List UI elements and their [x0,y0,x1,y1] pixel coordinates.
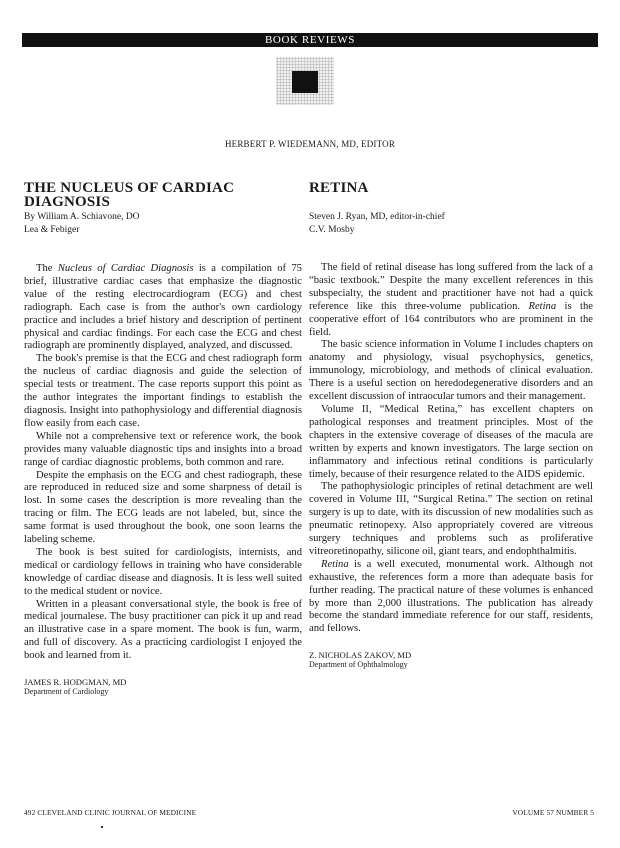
paragraph: The Nucleus of Cardiac Diagnosis is a compilation of 75 brief, illustrative cardiac cases that emphasize the diagnostic value of the resting electrocardiogram (ECG) and chest radiograph. Each case is from the author's own cardiology practice and includes a brief history and description of pertinent physical and cardiac findings. For each case the ECG and chest radiograph are prominently displayed, analyzed, and discussed. [24,263,302,352]
review-publisher: C.V. Mosby [309,225,355,235]
reviewer-department: Department of Cardiology [24,687,109,697]
review-nucleus-cardiac-diagnosis [24,181,302,697]
paragraph: The book's premise is that the ECG and chest radiograph form the nucleus of cardiac diagnosis and guide the selection of special tests or treatment. The case reports support this point as the author integrates the important findings to establish the diagnosis. Insight into pathophysiology and differential diagnosis flow easily from each case. [24,353,302,429]
review-retina [309,181,593,670]
paragraph: The pathophysiologic principles of retinal detachment are well covered in Volume III, “Surgical Retina.” The section on retinal surgery is up to date, with its discussion of new modalities such as pneumatic retinopexy. Also appropriately covered are vitreous surgery techniques and problems such as proliferative vitreoretinopathy, silicone oil, giant tears, and endophthalmitis. [309,481,593,557]
section-title: BOOK REVIEWS [264,34,355,46]
reviewer-name: JAMES R. HODGMAN, MD [24,677,127,688]
print-speck [101,826,103,828]
reviewer-department: Department of Ophthalmology [309,660,408,670]
paragraph: The book is best suited for cardiologists, internists, and medical or cardiology fellows in training who have considerable knowledge of cardiac disease and diagnosis. It is less well suited to the medical student or novice. [24,546,302,597]
book-title: Retina [528,300,557,312]
review-title: THE NUCLEUS OF CARDIAC DIAGNOSIS [24,180,235,210]
paragraph: While not a comprehensive text or reference work, the book provides many valuable diagnostic tips and insights into a broad range of cardiac diagnostic problems, both common and rare. [24,430,302,468]
journal-logo-icon [276,57,334,105]
paragraph: The basic science information in Volume I includes chapters on anatomy and physiology, visual psychophysics, genetics, immunology, microbiology, and methods of clinical evaluation. There is a useful section on heredodegenerative disorders and an excellent discussion of intraocular tumors and their management. [309,339,593,403]
review-author: By William A. Schiavone, DO [24,212,140,222]
review-body [24,263,302,663]
paragraph: Despite the emphasis on the ECG and chest radiograph, these are reproduced in reduced size and some sharpness of detail is lost. In some cases the description is more revealing than the tracing or film. The ECG leads are not labeled, but, since the same format is used throughout the book, one soon learns the labeling scheme. [24,469,302,546]
review-publisher: Lea & Febiger [24,225,80,235]
paragraph: The field of retinal disease has long suffered from the lack of a “basic textbook.” Despite the many excellent references in this subspecialty, the student and practitioner have not had a quick reference like this three-volume publication. Retina is the cooperative effort of 164 contributors who are prominent in the field. [309,262,593,338]
paragraph: Volume II, “Medical Retina,” has excellent chapters on pathological responses and treatment principles. Most of the chapters in the extensive coverage of diseases of the macula are written by experts and known investigators. The large section on inflammatory and infectious retinal conditions is particularly timely, because of their resurgence related to the AIDS epidemic. [309,403,593,480]
footer-journal: 492 CLEVELAND CLINIC JOURNAL OF MEDICINE [24,808,197,817]
book-title: Nucleus of Cardiac Diagnosis [57,263,194,274]
reviewer-signature [24,677,302,697]
reviewer-signature [309,650,593,670]
review-title: RETINA [309,180,369,196]
paragraph: Retina is a well executed, monumental work. Although not exhaustive, the references form a more than adequate basis for further reading. The practical nature of these volumes is enhanced by more than 2,000 illustrations. The publication has already become the standard immediate reference for our staff, residents, and fellows. [309,558,593,635]
footer-volume: VOLUME 57 NUMBER 5 [512,808,594,817]
section-editor: HERBERT P. WIEDEMANN, MD, EDITOR [224,139,396,149]
paragraph: Written in a pleasant conversational style, the book is free of medical journalese. The busy practitioner can pick it up and read an illustrative case in a spare moment. The book is fun, warm, and full of discovery. As a practicing cardiologist I enjoyed the book and learned from it. [24,598,302,662]
review-body [309,262,593,636]
review-editor: Steven J. Ryan, MD, editor-in-chief [309,212,445,222]
book-title: Retina [321,558,349,570]
reviewer-name: Z. NICHOLAS ZAKOV, MD [309,650,412,661]
section-header-bar [22,33,598,47]
